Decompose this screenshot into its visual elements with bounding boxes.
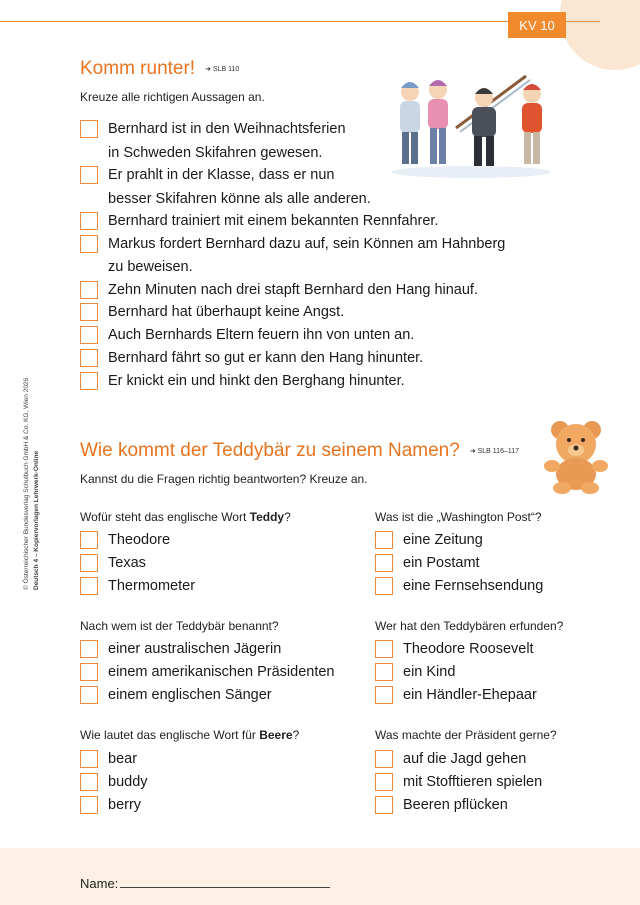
answer-text: Texas	[108, 555, 146, 571]
statement-text: besser Skifahren könne als alle anderen.	[108, 191, 371, 207]
answer-text: einem englischen Sänger	[108, 687, 272, 703]
answer-text: einem amerikanischen Präsidenten	[108, 664, 335, 680]
answer-text: berry	[108, 797, 142, 813]
statement-text: Zehn Minuten nach drei stapft Bernhard den Hang hinauf.	[108, 282, 478, 298]
statement-text: zu beweisen.	[108, 259, 193, 275]
answer-text: einer australischen Jägerin	[108, 641, 282, 657]
copyright-sidebar	[22, 330, 62, 590]
worksheet-badge: KV 10	[508, 12, 566, 38]
answer-checkbox[interactable]	[80, 554, 98, 572]
statement-checkbox[interactable]	[80, 235, 98, 253]
section2-instruction: Kannst du die Fragen richtig beantworten? Kreuze an.	[80, 472, 368, 486]
section1-instruction: Kreuze alle richtigen Aussagen an.	[80, 90, 265, 104]
answer-checkbox[interactable]	[375, 554, 393, 572]
question-6: Was machte der Präsident gerne?	[375, 728, 557, 742]
statement-checkbox[interactable]	[80, 303, 98, 321]
answer-checkbox[interactable]	[80, 640, 98, 658]
statement-checkbox[interactable]	[80, 372, 98, 390]
statement-text: Er prahlt in der Klasse, dass er nun	[108, 167, 335, 183]
answer-checkbox[interactable]	[375, 686, 393, 704]
question-1: Wofür steht das englische Wort Teddy?	[80, 510, 291, 524]
answer-text: Theodore Roosevelt	[403, 641, 534, 657]
statement-checkbox[interactable]	[80, 212, 98, 230]
statement-checkbox[interactable]	[80, 326, 98, 344]
answer-checkbox[interactable]	[80, 750, 98, 768]
statement-text: Bernhard hat überhaupt keine Angst.	[108, 304, 345, 320]
question-4: Wer hat den Teddybären erfunden?	[375, 619, 564, 633]
answer-checkbox[interactable]	[375, 750, 393, 768]
corner-decoration	[560, 0, 640, 70]
answer-text: eine Fernsehsendung	[403, 578, 544, 594]
answer-checkbox[interactable]	[80, 796, 98, 814]
answer-checkbox[interactable]	[80, 686, 98, 704]
answer-checkbox[interactable]	[375, 640, 393, 658]
statement-checkbox[interactable]	[80, 281, 98, 299]
answer-text: bear	[108, 751, 138, 767]
answer-text: Thermometer	[108, 578, 196, 594]
answer-checkbox[interactable]	[80, 577, 98, 595]
answer-checkbox[interactable]	[80, 773, 98, 791]
answer-checkbox[interactable]	[375, 531, 393, 549]
answer-checkbox[interactable]	[375, 796, 393, 814]
answer-text: Theodore	[108, 532, 171, 548]
statement-text: in Schweden Skifahren gewesen.	[108, 145, 323, 161]
section1-ref: ➜ SLB 110	[205, 65, 240, 73]
copyright-text: © Österreichischer Bundesverlag Schulbuch GmbH & Co. KG, Wien 2026	[23, 377, 30, 590]
answer-text: mit Stofftieren spielen	[403, 774, 543, 790]
answer-text: Beeren pflücken	[403, 797, 508, 813]
question-2: Was ist die „Washington Post“?	[375, 510, 542, 524]
answer-checkbox[interactable]	[375, 577, 393, 595]
statement-checkbox[interactable]	[80, 166, 98, 184]
statement-text: Bernhard fährt so gut er kann den Hang hinunter.	[108, 350, 424, 366]
answer-checkbox[interactable]	[80, 531, 98, 549]
answer-text: ein Postamt	[403, 555, 480, 571]
answer-checkbox[interactable]	[375, 663, 393, 681]
statement-text: Markus fordert Bernhard dazu auf, sein Können am Hahnberg	[108, 236, 506, 252]
statement-text: Bernhard ist in den Weihnachtsferien	[108, 121, 346, 137]
answer-text: buddy	[108, 774, 148, 790]
teddy-bear-illustration	[536, 418, 616, 494]
answer-checkbox[interactable]	[375, 773, 393, 791]
answer-checkbox[interactable]	[80, 663, 98, 681]
section2-title: Wie kommt der Teddybär zu seinem Namen? ➜ SLB 116–117	[80, 440, 520, 461]
question-5: Wie lautet das englische Wort für Beere?	[80, 728, 300, 742]
answer-text: eine Zeitung	[403, 532, 483, 548]
name-label: Name:	[80, 876, 119, 891]
name-field[interactable]	[120, 887, 330, 888]
answer-text: auf die Jagd gehen	[403, 751, 527, 767]
section2-ref: ➜ SLB 116–117	[469, 447, 520, 455]
answer-text: ein Händler-Ehepaar	[403, 687, 537, 703]
kids-skiing-illustration	[386, 68, 556, 180]
section1-title: Komm runter! ➜ SLB 110	[80, 58, 240, 79]
statement-checkbox[interactable]	[80, 120, 98, 138]
statement-text: Er knickt ein und hinkt den Berghang hinunter.	[108, 373, 405, 389]
statement-text: Bernhard trainiert mit einem bekannten Rennfahrer.	[108, 213, 439, 229]
statement-checkbox[interactable]	[80, 349, 98, 367]
question-3: Nach wem ist der Teddybär benannt?	[80, 619, 279, 633]
answer-text: ein Kind	[403, 664, 456, 680]
statement-text: Auch Bernhards Eltern feuern ihn von unten an.	[108, 327, 415, 343]
series-text: Deutsch 4 – Kopiervorlagen Lehrwerk-Online	[33, 450, 40, 590]
